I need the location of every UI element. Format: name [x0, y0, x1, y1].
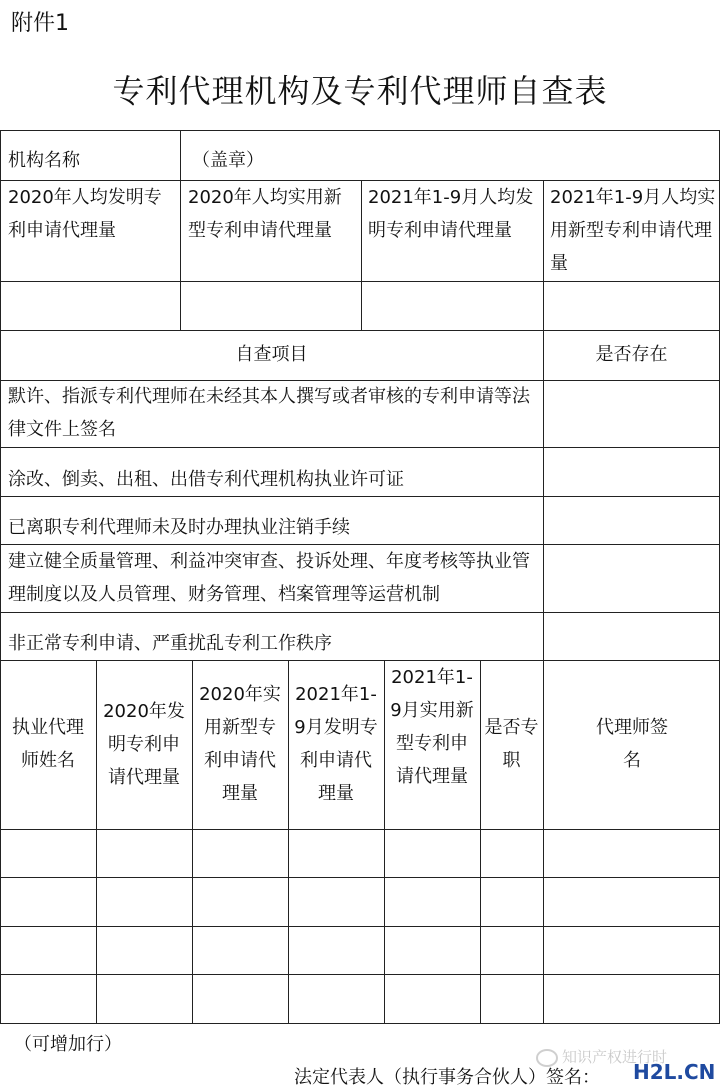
check-answer[interactable]	[544, 381, 719, 446]
table-border	[192, 660, 193, 1023]
agent-header-signature: 代理师签名	[596, 717, 668, 771]
logo-tld: CN	[684, 1060, 716, 1084]
logo-main: H2L.	[633, 1060, 684, 1084]
site-logo	[633, 1060, 715, 1084]
check-item: 已离职专利代理师未及时办理执业注销手续	[8, 517, 350, 538]
agent-header-2021-utility: 2021年1-9月实用新型专利申请代理量	[390, 667, 474, 787]
check-items-header: 自查项目	[235, 344, 308, 365]
check-answer[interactable]	[544, 448, 719, 495]
table-border	[0, 877, 720, 878]
check-item: 涂改、倒卖、出租、出借专利代理机构执业许可证	[8, 469, 404, 490]
table-border	[96, 660, 97, 1023]
wechat-icon	[536, 1049, 558, 1067]
stat-value-2021-utility[interactable]	[544, 282, 719, 329]
table-border	[480, 660, 481, 1023]
stat-header-2020-utility: 2020年人均实用新型专利申请代理量	[188, 187, 342, 241]
check-item: 非正常专利申请、严重扰乱专利工作秩序	[8, 633, 332, 654]
agent-header-2020-invention: 2020年发明专利申请代理量	[103, 701, 185, 788]
check-answer[interactable]	[544, 545, 719, 611]
check-answer[interactable]	[544, 497, 719, 543]
table-border	[288, 660, 289, 1023]
table-border	[0, 130, 720, 131]
org-name-label: 机构名称	[8, 150, 80, 171]
table-border	[543, 660, 544, 1023]
add-rows-note: （可增加行）	[14, 1034, 122, 1055]
check-item: 默许、指派专利代理师在未经其本人撰写或者审核的专利申请等法律文件上签名	[8, 386, 530, 440]
stat-header-2021-invention: 2021年1-9月人均发明专利申请代理量	[368, 187, 534, 241]
table-border	[0, 660, 720, 661]
stat-value-2020-utility[interactable]	[181, 282, 360, 329]
agent-header-2020-utility: 2020年实用新型专利申请代理量	[199, 684, 281, 804]
table-border	[0, 130, 1, 1023]
agent-header-full-time: 是否专职	[484, 717, 539, 771]
table-border	[384, 660, 385, 1023]
attachment-label: 附件1	[11, 11, 69, 36]
table-border	[0, 1023, 720, 1024]
check-exists-header: 是否存在	[595, 344, 668, 365]
agent-header-2021-invention: 2021年1-9月发明专利申请代理量	[294, 684, 378, 804]
table-border	[0, 330, 720, 331]
legal-rep-signature[interactable]: 法定代表人（执行事务合伙人）签名：	[294, 1067, 600, 1088]
stat-header-2021-utility: 2021年1-9月人均实用新型专利申请代理量	[550, 187, 716, 274]
table-border	[0, 829, 720, 830]
agent-header-name: 执业代理师姓名	[12, 717, 84, 771]
watermark-text: 知识产权进行时	[562, 1048, 668, 1066]
table-border	[0, 974, 720, 975]
stat-header-2020-invention: 2020年人均发明专利申请代理量	[8, 187, 162, 241]
stat-value-2021-invention[interactable]	[362, 282, 542, 329]
check-answer[interactable]	[544, 613, 719, 659]
check-item: 建立健全质量管理、利益冲突审查、投诉处理、年度考核等执业管理制度以及人员管理、财务管理、档案管理等运营机制	[8, 551, 530, 605]
stat-value-2020-invention[interactable]	[1, 282, 179, 329]
table-border	[0, 926, 720, 927]
seal-placeholder[interactable]: （盖章）	[192, 150, 264, 171]
page-title: 专利代理机构及专利代理师自查表	[112, 72, 608, 110]
